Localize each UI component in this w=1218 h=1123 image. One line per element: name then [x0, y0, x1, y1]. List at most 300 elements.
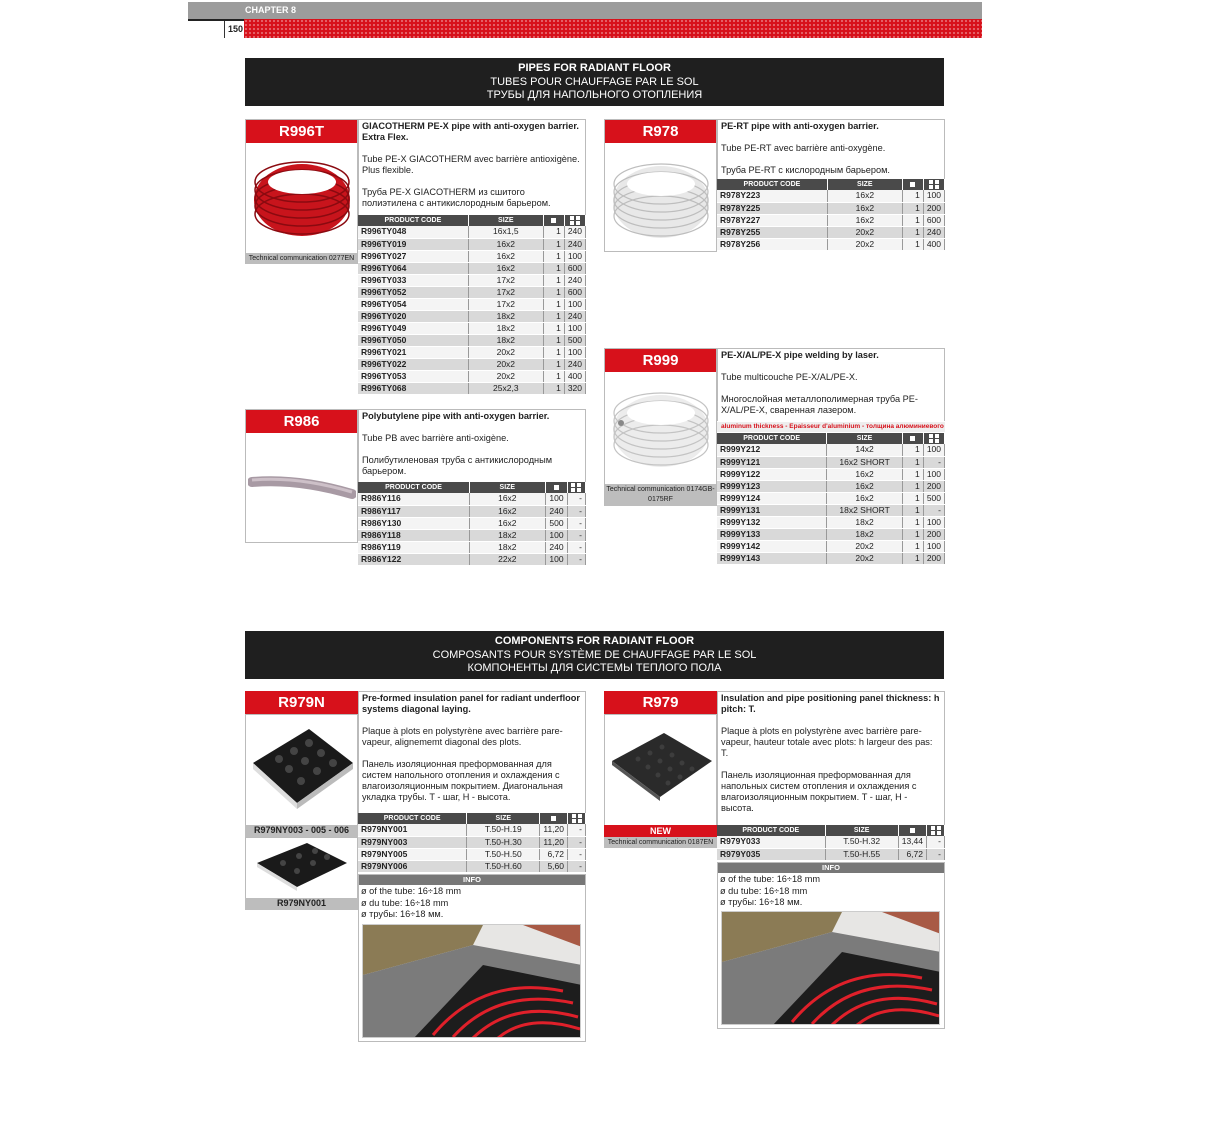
- col-product-code: PRODUCT CODE: [717, 825, 825, 836]
- product-code-cell: R999Y121: [717, 456, 827, 468]
- product-description-r999: [717, 348, 945, 421]
- single-pack-cell: 1: [543, 226, 564, 238]
- size-cell: 16x2: [469, 517, 545, 529]
- single-pack-cell: 1: [902, 492, 923, 504]
- product-code-cell: R999Y212: [717, 444, 827, 456]
- size-cell: 16x2: [827, 202, 902, 214]
- size-cell: 17x2: [468, 286, 543, 298]
- product-code-badge: R979N: [245, 691, 358, 714]
- col-multi-pack: [564, 215, 585, 226]
- product-code-cell: R999Y124: [717, 492, 827, 504]
- col-product-code: PRODUCT CODE: [358, 215, 468, 226]
- banner-title-ru: КОМПОНЕНТЫ ДЛЯ СИСТЕМЫ ТЕПЛОГО ПОЛА: [467, 662, 722, 674]
- multi-pack-cell: -: [567, 529, 585, 541]
- multi-pack-cell: -: [568, 848, 586, 860]
- multi-pack-cell: 200: [923, 552, 944, 564]
- col-single-pack: [902, 179, 923, 190]
- product-code-cell: R999Y131: [717, 504, 827, 516]
- table-row: [358, 250, 586, 262]
- table-row: [717, 214, 945, 226]
- col-multi-pack: [923, 179, 944, 190]
- info-line: ø du tube: 16÷18 mm: [720, 885, 808, 896]
- col-product-code: PRODUCT CODE: [717, 179, 827, 190]
- size-cell: 25x2,3: [468, 382, 543, 394]
- insulation-panel-image: [249, 723, 355, 809]
- info-line: ø of the tube: 16÷18 mm: [720, 874, 821, 884]
- product-code-cell: R978Y225: [717, 202, 827, 214]
- page-number: 150: [224, 21, 244, 38]
- table-row: [717, 516, 945, 528]
- single-pack-cell: 100: [545, 529, 567, 541]
- desc-en: Polybutylene pipe with anti-oxygen barrier.: [362, 411, 550, 421]
- info-line: ø трубы: 16÷18 мм.: [720, 897, 803, 907]
- single-pack-cell: 500: [545, 517, 567, 529]
- product-table-r979: [717, 825, 945, 861]
- section-banner-pipes: [245, 58, 944, 106]
- multi-pack-cell: 100: [564, 298, 585, 310]
- banner-title-ru: ТРУБЫ ДЛЯ НАПОЛЬНОГО ОТОПЛЕНИЯ: [486, 89, 703, 101]
- table-row: [358, 836, 586, 848]
- col-single-pack: [543, 215, 564, 226]
- single-pack-cell: 1: [902, 540, 923, 552]
- product-code-cell: R996TY064: [358, 262, 468, 274]
- product-code-cell: R978Y227: [717, 214, 827, 226]
- size-cell: 16x2: [468, 262, 543, 274]
- table-row: [358, 860, 586, 872]
- size-cell: 20x2: [468, 370, 543, 382]
- info-line: ø of the tube: 16÷18 mm: [361, 886, 462, 896]
- col-size: SIZE: [827, 179, 902, 190]
- table-row: [358, 824, 586, 836]
- table-row: [358, 848, 586, 860]
- table-row: [717, 836, 945, 848]
- product-image-panel-r979: [604, 691, 717, 849]
- col-size: SIZE: [468, 215, 543, 226]
- single-pack-cell: 240: [545, 505, 567, 517]
- single-pack-cell: 1: [902, 214, 923, 226]
- table-row: [358, 346, 586, 358]
- product-table-r979n: [358, 813, 586, 873]
- col-multi-pack: [923, 433, 944, 444]
- size-cell: 20x2: [827, 226, 902, 238]
- white-pipe-coil-image: [609, 154, 713, 248]
- single-pack-cell: 1: [902, 480, 923, 492]
- tech-communication-label: Technical communication 0174GB-0175RF: [605, 484, 716, 506]
- table-row: [358, 274, 586, 286]
- floor-install-illustration: [722, 912, 940, 1025]
- multi-pack-cell: 200: [923, 202, 944, 214]
- size-cell: 20x2: [827, 552, 903, 564]
- multi-pack-cell: -: [568, 836, 586, 848]
- product-table-r986: [358, 482, 586, 566]
- single-pack-cell: 1: [902, 202, 923, 214]
- multi-pack-cell: 600: [564, 262, 585, 274]
- product-code-cell: R996TY054: [358, 298, 468, 310]
- desc-fr: Tube multicouche PE-X/AL/PE-X.: [721, 372, 858, 382]
- multi-pack-cell: 100: [564, 250, 585, 262]
- product-code-cell: R996TY020: [358, 310, 468, 322]
- multi-pack-cell: 240: [564, 274, 585, 286]
- table-row: [358, 541, 586, 553]
- single-pack-cell: 1: [543, 334, 564, 346]
- product-code-badge: R986: [246, 410, 357, 433]
- banner-title-en: COMPONENTS FOR RADIANT FLOOR: [494, 635, 695, 647]
- single-pack-cell: 1: [543, 370, 564, 382]
- multi-pack-cell: 240: [923, 226, 944, 238]
- multi-pack-cell: -: [568, 860, 586, 872]
- product-code-badge: R999: [605, 349, 716, 372]
- size-cell: 18x2: [469, 529, 545, 541]
- desc-en: Insulation and pipe positioning panel thickness: h pitch: T.: [721, 693, 940, 714]
- size-cell: 16x2: [827, 492, 903, 504]
- product-code-cell: R996TY048: [358, 226, 468, 238]
- product-code-cell: R996TY033: [358, 274, 468, 286]
- desc-en: PE-RT pipe with anti-oxygen barrier.: [721, 121, 879, 131]
- product-code-cell: R996TY027: [358, 250, 468, 262]
- single-pack-icon: [551, 218, 556, 223]
- table-row: [717, 190, 945, 202]
- banner-title-fr: COMPOSANTS POUR SYSTÈME DE CHAUFFAGE PAR LE SOL: [432, 648, 757, 661]
- col-product-code: PRODUCT CODE: [358, 482, 469, 493]
- single-pack-cell: 100: [545, 553, 567, 565]
- multi-pack-cell: 500: [564, 334, 585, 346]
- table-header-row: [358, 813, 586, 824]
- chapter-label: CHAPTER 8: [245, 5, 297, 15]
- table-row: [358, 310, 586, 322]
- size-cell: 20x2: [468, 358, 543, 370]
- product-code-cell: R999Y142: [717, 540, 827, 552]
- product-code-cell: R979NY006: [358, 860, 467, 872]
- size-cell: 16x2: [469, 505, 545, 517]
- product-code-cell: R999Y132: [717, 516, 827, 528]
- product-code-cell: R986Y119: [358, 541, 469, 553]
- size-cell: 16x2: [468, 238, 543, 250]
- col-multi-pack: [567, 482, 585, 493]
- multi-pack-cell: 100: [564, 346, 585, 358]
- desc-fr: Plaque à plots en polystyrène avec barrière pare-vapeur, hauteur totale avec plots: h largeur des pas: T.: [721, 726, 933, 758]
- single-pack-cell: 6,72: [540, 848, 568, 860]
- product-code-cell: R978Y256: [717, 238, 827, 250]
- desc-ru: Труба PE-RT с кислородным барьером.: [721, 165, 890, 175]
- size-cell: 16x2 SHORT: [827, 456, 903, 468]
- size-cell: 18x2: [827, 528, 903, 540]
- col-product-code: PRODUCT CODE: [358, 813, 467, 824]
- col-single-pack: [540, 813, 568, 824]
- multi-pack-cell: -: [923, 504, 944, 516]
- multi-pack-cell: 400: [923, 238, 944, 250]
- table-row: [358, 322, 586, 334]
- size-cell: 22x2: [469, 553, 545, 565]
- product-description-r978: [717, 119, 945, 179]
- single-pack-cell: 1: [543, 358, 564, 370]
- table-row: [717, 444, 945, 456]
- single-pack-cell: 1: [543, 322, 564, 334]
- col-multi-pack: [927, 825, 945, 836]
- product-code-cell: R986Y116: [358, 493, 469, 505]
- single-pack-cell: 6,72: [898, 848, 926, 860]
- multi-pack-cell: 100: [564, 322, 585, 334]
- single-pack-cell: 1: [543, 310, 564, 322]
- col-single-pack: [545, 482, 567, 493]
- product-code-cell: R978Y223: [717, 190, 827, 202]
- size-cell: 20x2: [827, 540, 903, 552]
- multi-pack-cell: -: [568, 824, 586, 836]
- multi-pack-icon: [570, 216, 580, 225]
- product-code-cell: R979NY001: [358, 824, 467, 836]
- table-row: [358, 262, 586, 274]
- table-row: [717, 468, 945, 480]
- desc-ru: Многослойная металлополимерная труба PE-X/AL/PE-X, сваренная лазером.: [721, 394, 918, 415]
- product-table-r996t: [358, 215, 586, 395]
- table-row: [358, 517, 586, 529]
- multi-pack-cell: 240: [564, 238, 585, 250]
- desc-en: Pre-formed insulation panel for radiant underfloor systems diagonal laying.: [362, 693, 580, 714]
- table-header-row: [717, 179, 945, 190]
- multi-pack-icon: [572, 814, 582, 823]
- product-code-cell: R978Y255: [717, 226, 827, 238]
- product-code-cell: R996TY068: [358, 382, 468, 394]
- table-row: [358, 370, 586, 382]
- size-cell: 16x2: [468, 250, 543, 262]
- size-cell: T.50-H.50: [467, 848, 540, 860]
- grey-pipe-image: [248, 468, 356, 508]
- info-bar: INFO: [717, 862, 945, 873]
- desc-ru: Панель изоляционная преформованная для напольных систем отопления и охлаждения с влагоизоляционным покрытием. T - шаг, H - высота.: [721, 770, 917, 813]
- single-pack-cell: 1: [902, 456, 923, 468]
- table-row: [358, 226, 586, 238]
- desc-fr: Plaque à plots en polystyrène avec barrière pare-vapeur, alignememt diagonal des plots.: [362, 726, 563, 747]
- tech-communication-label: Technical communication 0187EN: [604, 837, 717, 848]
- table-row: [717, 492, 945, 504]
- product-code-cell: R996TY053: [358, 370, 468, 382]
- table-row: [358, 493, 586, 505]
- product-code-cell: R996TY021: [358, 346, 468, 358]
- variant-label-2: R979NY001: [245, 898, 358, 910]
- table-header-row: [717, 825, 945, 836]
- desc-ru: Труба PE-X GIACOTHERM из сшитого полиэтилена с антикислородным барьером.: [362, 187, 551, 208]
- multi-pack-cell: 240: [564, 358, 585, 370]
- single-pack-cell: 1: [543, 274, 564, 286]
- col-size: SIZE: [825, 825, 898, 836]
- single-pack-cell: 1: [543, 346, 564, 358]
- size-cell: 16x1,5: [468, 226, 543, 238]
- multi-pack-icon: [571, 483, 581, 492]
- single-pack-cell: 5,60: [540, 860, 568, 872]
- single-pack-cell: 1: [902, 504, 923, 516]
- col-size: SIZE: [469, 482, 545, 493]
- col-size: SIZE: [827, 433, 903, 444]
- single-pack-cell: 1: [543, 262, 564, 274]
- table-row: [358, 529, 586, 541]
- size-cell: 16x2: [827, 480, 903, 492]
- size-cell: 14x2: [827, 444, 903, 456]
- single-pack-icon: [910, 182, 915, 187]
- product-code-badge: R979: [604, 691, 717, 714]
- multi-pack-cell: 100: [923, 516, 944, 528]
- product-image-panel-r996t: [245, 119, 358, 264]
- single-pack-cell: 1: [543, 382, 564, 394]
- table-header-row: [358, 215, 586, 226]
- single-pack-cell: 1: [902, 528, 923, 540]
- floor-install-illustration: [363, 925, 581, 1038]
- size-cell: 18x2: [827, 516, 903, 528]
- product-code-badge: R978: [605, 120, 716, 143]
- product-table-r999: [717, 433, 945, 565]
- new-badge: NEW: [604, 825, 717, 837]
- size-cell: T.50-H.55: [825, 848, 898, 860]
- product-code-cell: R996TY050: [358, 334, 468, 346]
- chapter-bar: [188, 2, 982, 19]
- product-image-panel-r999: [604, 348, 717, 506]
- multi-pack-cell: 100: [923, 190, 944, 202]
- table-row: [358, 298, 586, 310]
- single-pack-icon: [551, 816, 556, 821]
- size-cell: T.50-H.60: [467, 860, 540, 872]
- table-row: [358, 553, 586, 565]
- table-row: [717, 552, 945, 564]
- header-red-band: [244, 19, 982, 38]
- size-cell: 16x2: [827, 214, 902, 226]
- table-row: [717, 238, 945, 250]
- multi-pack-cell: -: [923, 456, 944, 468]
- size-cell: 20x2: [827, 238, 902, 250]
- multi-pack-cell: 100: [923, 444, 944, 456]
- table-row: [358, 334, 586, 346]
- radiant-floor-photo: [721, 911, 940, 1025]
- single-pack-cell: 11,20: [540, 824, 568, 836]
- table-row: [717, 848, 945, 860]
- single-pack-cell: 100: [545, 493, 567, 505]
- desc-en: PE-X/AL/PE-X pipe welding by laser.: [721, 350, 879, 360]
- size-cell: 16x2: [827, 468, 903, 480]
- insulation-panel-small-image: [253, 841, 351, 893]
- table-row: [358, 238, 586, 250]
- table-row: [717, 528, 945, 540]
- multi-pack-cell: 240: [564, 310, 585, 322]
- multi-pack-cell: 100: [923, 468, 944, 480]
- dimpled-panel-image: [608, 731, 714, 803]
- single-pack-cell: 1: [902, 552, 923, 564]
- multi-pack-cell: -: [927, 848, 945, 860]
- table-row: [717, 456, 945, 468]
- col-product-code: PRODUCT CODE: [717, 433, 827, 444]
- product-code-cell: R979NY003: [358, 836, 467, 848]
- table-row: [717, 540, 945, 552]
- size-cell: 20x2: [468, 346, 543, 358]
- multi-pack-cell: 500: [923, 492, 944, 504]
- tech-communication-label: Technical communication 0277EN: [246, 253, 357, 264]
- col-single-pack: [898, 825, 926, 836]
- multi-pack-cell: 600: [923, 214, 944, 226]
- multi-pack-cell: 100: [923, 540, 944, 552]
- desc-fr: Tube PE-RT avec barrière anti-oxygène.: [721, 143, 886, 153]
- table-header-row: [717, 433, 945, 444]
- desc-fr: Tube PB avec barrière anti-oxigène.: [362, 433, 509, 443]
- multi-pack-cell: 320: [564, 382, 585, 394]
- multi-pack-cell: 200: [923, 480, 944, 492]
- banner-title-fr: TUBES POUR CHAUFFAGE PAR LE SOL: [490, 75, 699, 88]
- single-pack-cell: 13,44: [898, 836, 926, 848]
- single-pack-cell: 1: [543, 250, 564, 262]
- single-pack-cell: 1: [902, 226, 923, 238]
- product-code-cell: R986Y117: [358, 505, 469, 517]
- product-code-cell: R996TY019: [358, 238, 468, 250]
- product-code-cell: R996TY022: [358, 358, 468, 370]
- multi-pack-cell: -: [567, 505, 585, 517]
- multi-pack-cell: -: [567, 517, 585, 529]
- single-pack-cell: 11,20: [540, 836, 568, 848]
- product-image-panel-r979n: [245, 691, 358, 911]
- product-code-cell: R996TY052: [358, 286, 468, 298]
- multi-pack-cell: -: [567, 553, 585, 565]
- multi-pack-icon: [929, 434, 939, 443]
- product-description-r979: [717, 691, 945, 825]
- single-pack-cell: 1: [543, 298, 564, 310]
- single-pack-cell: 1: [902, 190, 923, 202]
- product-image-panel-r978: [604, 119, 717, 252]
- radiant-floor-photo: [362, 924, 581, 1038]
- multi-pack-cell: -: [567, 541, 585, 553]
- desc-fr: Tube PE-X GIACOTHERM avec barrière antioxigène. Plus flexible.: [362, 154, 580, 175]
- col-size: SIZE: [467, 813, 540, 824]
- size-cell: T.50-H.19: [467, 824, 540, 836]
- size-cell: 17x2: [468, 274, 543, 286]
- multi-pack-cell: -: [567, 493, 585, 505]
- single-pack-cell: 1: [902, 444, 923, 456]
- product-code-cell: R986Y118: [358, 529, 469, 541]
- size-cell: 18x2 SHORT: [827, 504, 903, 516]
- single-pack-cell: 1: [543, 286, 564, 298]
- product-code-cell: R999Y133: [717, 528, 827, 540]
- product-description-r996t: [358, 119, 586, 215]
- multi-pack-cell: 600: [564, 286, 585, 298]
- size-cell: 18x2: [468, 334, 543, 346]
- product-description-r986: [358, 409, 586, 482]
- single-pack-cell: 1: [902, 468, 923, 480]
- product-description-r979n: [358, 691, 586, 813]
- desc-en: GIACOTHERM PE-X pipe with anti-oxygen barrier. Extra Flex.: [362, 121, 579, 142]
- table-row: [358, 358, 586, 370]
- col-multi-pack: [568, 813, 586, 824]
- product-code-cell: R999Y123: [717, 480, 827, 492]
- single-pack-icon: [910, 828, 915, 833]
- aluminum-thickness-note: aluminum thickness - Epaisseur d'aluminium - толщина алюминиевого: [717, 422, 945, 432]
- single-pack-cell: 1: [902, 516, 923, 528]
- info-line: ø du tube: 16÷18 mm: [361, 897, 449, 908]
- size-cell: 18x2: [469, 541, 545, 553]
- single-pack-cell: 1: [543, 238, 564, 250]
- single-pack-cell: 1: [902, 238, 923, 250]
- table-row: [358, 505, 586, 517]
- variant-label-1: R979NY003 - 005 - 006: [245, 825, 358, 837]
- size-cell: 16x2: [827, 190, 902, 202]
- size-cell: 18x2: [468, 310, 543, 322]
- multi-pack-cell: 200: [923, 528, 944, 540]
- product-image-panel-r986: [245, 409, 358, 543]
- single-pack-cell: 240: [545, 541, 567, 553]
- table-row: [717, 480, 945, 492]
- product-code-cell: R999Y122: [717, 468, 827, 480]
- table-header-row: [358, 482, 586, 493]
- table-row: [717, 202, 945, 214]
- multi-pack-icon: [931, 826, 941, 835]
- col-single-pack: [902, 433, 923, 444]
- product-code-cell: R986Y122: [358, 553, 469, 565]
- single-pack-icon: [910, 436, 915, 441]
- product-code-cell: R979Y035: [717, 848, 825, 860]
- multi-pack-icon: [929, 180, 939, 189]
- size-cell: T.50-H.32: [825, 836, 898, 848]
